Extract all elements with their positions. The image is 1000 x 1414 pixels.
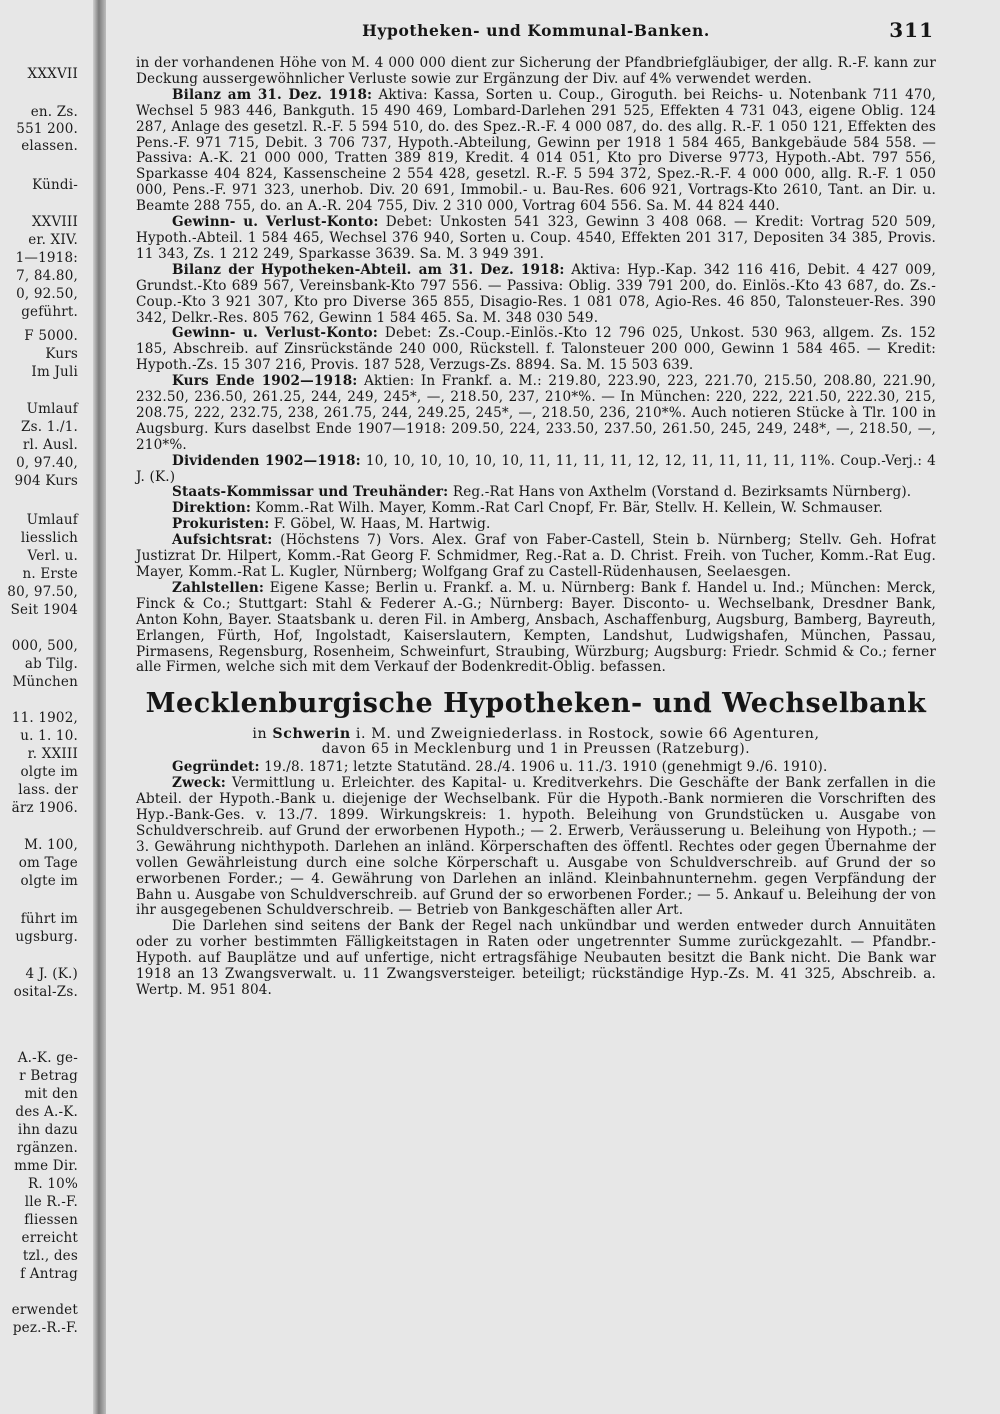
left-page-fragment-line: u. 1. 10.: [20, 728, 78, 744]
left-page-fragment-line: elassen.: [21, 138, 78, 154]
location-city: Schwerin: [272, 726, 351, 743]
dividenden-label: Dividenden 1902—1918:: [172, 452, 361, 469]
bilanz-hypo-label: Bilanz der Hypotheken-Abteil. am 31. Dez. 1918:: [172, 261, 565, 278]
direktion-paragraph: [136, 501, 936, 517]
left-page-fragment-line: lle R.-F.: [24, 1194, 78, 1210]
left-page-fragment-line: Umlauf: [26, 401, 78, 417]
zweck-label: Zweck:: [172, 775, 226, 792]
left-page-fragment-line: XXXVII: [27, 66, 78, 82]
left-page-fragment-line: r Betrag: [19, 1068, 78, 1084]
left-page-fragment-line: des A.-K.: [15, 1104, 78, 1120]
left-page-fragment-line: erreicht: [21, 1230, 78, 1246]
aufsichtsrat-label: Aufsichtsrat:: [172, 532, 273, 549]
left-page-fragment-line: Im Juli: [31, 364, 78, 380]
zahlstellen-paragraph: [136, 581, 936, 676]
location-prefix: in: [252, 726, 268, 743]
left-page-fragment-line: 80, 97.50,: [7, 584, 78, 600]
aufsichtsrat-paragraph: [136, 533, 936, 581]
left-page-fragment-line: Kündi-: [32, 177, 78, 193]
left-page-fragment: [0, 0, 92, 1414]
zweck-text: Vermittlung u. Erleichter. des Kapital- u. Kreditverkehrs. Die Geschäfte der Bank zerfallen in die Abteil. der Hypoth.-Bank u. diejenige der Wechselbank. Für die Hypoth.-Bank normieren die Vorschriften des Hyp.-Bank-Ges. v. 13./7. 1899. Wirkungskreis: 1. hypoth. Beleihung von Grundstücken u. Ausgabe von Schuldverschreib. auf Grund der erworbenen Hypoth.; — 2. Erwerb, Veräusserung u. Beleihung von Hypoth.; — 3. Gewährung nichthypoth. Darlehen an inländ. Körperschaften des öffentl. Rechtes oder gegen Übernahme der vollen Gewährleistung durch eine solche Körperschaft u. Ausgabe von Schuldverschreib. auf Grund der so erworbenen Forder.; — 4. Gewährung von Darlehen an inländ. Kleinbahnunternehm. gegen Verpfändung der Bahn u. Ausgabe von Schuldverschreib. auf Grund der so erworbenen Forder.; — 5. Ankauf u. Beleihung der von ihr ausgegebenen Schuldverschreib. — Betrieb von Bankgeschäften aller Art.: [136, 775, 936, 919]
left-page-fragment-line: 1—1918:: [15, 250, 78, 266]
left-page-fragment-line: lass. der: [18, 782, 78, 798]
guv2-label: Gewinn- u. Verlust-Konto:: [172, 325, 378, 342]
staats-paragraph: [136, 485, 936, 501]
kurs-paragraph: [136, 374, 936, 454]
running-title: Hypotheken- und Kommunal-Banken.: [362, 21, 710, 40]
section-mecklenburgische-bank: [136, 688, 936, 999]
prokuristen-label: Prokuristen:: [172, 516, 270, 533]
left-page-fragment-line: ärz 1906.: [11, 800, 78, 816]
section-bayerische-bank: [136, 56, 936, 676]
darlehen-paragraph: Die Darlehen sind seitens der Bank der Regel nach unkündbar und werden entweder durch Annuitäten oder zu vorher bestimmten Fälligkeitstagen in Raten oder ungetrennter Summe zurückgezahlt. — Pfandbr.-Hypoth. auf Bauplätze und auf unfertige, nicht ertragsfähige Neubauten besitzt die Bank nicht. Die Bank war 1918 an 13 Zwangsverwalt. u. 11 Zwangsversteiger. beteiligt; rückständige Hyp.-Zs. M. 41 325, Abschreib. a. Wertp. M. 951 804.: [136, 918, 936, 998]
left-page-fragment-line: führt im: [20, 911, 78, 927]
gegruendet-text: 19./8. 1871; letzte Statutänd. 28./4. 1906 u. 11./3. 1910 (genehmigt 9./6. 1910).: [264, 759, 828, 776]
left-page-fragment-line: mit den: [24, 1086, 78, 1102]
left-page-fragment-line: r. XXIII: [27, 746, 78, 762]
kurs-text: Aktien: In Frankf. a. M.: 219.80, 223.90, 223, 221.70, 215.50, 208.80, 221.90, 232.50, 236.50, 261.25, 244, 249, 245*, —, 218.50, 237, 210*%. — In München: 220, 222, 221.50, 222.30, 215, 208.75, 222, 232.75, 238, 261.75, 244, 249.25, 245*, —, 218.50, 236, 210*%. Auch notieren Stücke à Tlr. 100 in Augsburg. Kurs daselbst Ende 1907—1918: 209.50, 224, 233.50, 237.50, 261.50, 245, 249, 248*, —, 218.50, —, 210*%.: [136, 373, 936, 453]
left-page-fragment-line: Kurs: [45, 346, 78, 362]
left-page-fragment-line: 4 J. (K.): [25, 966, 78, 982]
left-page-fragment-line: München: [12, 674, 78, 690]
bank-title: Mecklenburgische Hypotheken- und Wechselbank: [145, 688, 927, 720]
left-page-fragment-line: rgänzen.: [16, 1140, 78, 1156]
left-page-fragment-line: er. XIV.: [28, 232, 78, 248]
left-page-fragment-line: Zs. 1./1.: [21, 419, 78, 435]
left-page-fragment-line: Umlauf: [26, 512, 78, 528]
left-page-fragment-line: 904 Kurs: [14, 473, 78, 489]
main-column: [136, 18, 936, 999]
left-page-fragment-line: F 5000.: [24, 328, 78, 344]
direktion-label: Direktion:: [172, 500, 252, 517]
aufsichtsrat-text: (Höchstens 7) Vors. Alex. Graf von Faber-Castell, Stein b. Nürnberg; Stellv. Geh. Hofrat Justizrat Dr. Hilpert, Komm.-Rat Georg F. Schmidmer, Reg.-Rat a. D. Christ. Freih. von Tucher, Komm.-Rat Eug. Mayer, Komm.-Rat L. Kugler, Nürnberg; Wolfgang Graf zu Castell-Rüdenhausen, Seelaesgen.: [136, 532, 936, 580]
left-page-fragment-line: ihn dazu: [17, 1122, 78, 1138]
left-page-fragment-line: f Antrag: [20, 1266, 78, 1282]
kurs-label: Kurs Ende 1902—1918:: [172, 373, 358, 390]
left-page-fragment-line: tzl., des: [22, 1248, 78, 1264]
zweck-paragraph: [136, 776, 936, 919]
bilanz-text: Aktiva: Kassa, Sorten u. Coup., Giroguth. bei Reichs- u. Notenbank 711 470, Wechsel 5 983 446, Bankguth. 15 490 469, Lombard-Darlehen 291 525, Effekten 4 731 043, eigene Oblig. 124 287, Anlage des gesetzl. R.-F. 5 594 510, do. des Spez.-R.-F. 4 000 087, do. des allg. R.-F. 1 050 121, Effekten des Pens.-F. 971 715, Debit. 3 706 737, Hypoth.-Abteilung, Gewinn per 1918 1 584 465, Bankgebäude 584 558. — Passiva: A.-K. 21 000 000, Tratten 389 819, Kredit. 4 014 051, Kto pro Diverse 9773, Hypoth.-Abt. 797 556, Sparkasse 404 824, Kassenscheine 2 554 428, gesetzl. R.-F. 5 594 372, Spez.-R.-F. 4 000 000, allg. R.-F. 1 050 000, Pens.-F. 971 323, unerhob. Div. 20 691, Immobil.- u. Bau-Res. 606 921, Vortrags-Kto 2610, Tant. an Dir. u. Beamte 288 755, do. an A.-R. 204 755, Div. 2 310 000, Vortrag 604 556. Sa. M. 44 824 440.: [136, 86, 937, 215]
intro-paragraph: in der vorhandenen Höhe von M. 4 000 000 dient zur Sicherung der Pfandbriefgläubiger, der allg. R.-F. kann zur Deckung aussergewöhnlicher Verluste sowie zur Ergänzung der Div. auf 4% verwendet werden.: [136, 55, 936, 87]
bank-body: [136, 760, 936, 999]
left-page-fragment-line: erwendet: [11, 1302, 78, 1318]
dividenden-paragraph: [136, 454, 936, 486]
bilanz-paragraph: [136, 88, 936, 215]
left-page-fragment-line: M. 100,: [24, 837, 78, 853]
left-page-fragment-line: liesslich: [20, 530, 78, 546]
left-page-fragment-line: 0, 92.50,: [16, 286, 78, 302]
left-page-fragment-line: XXVIII: [31, 214, 78, 230]
bilanz-hypo-paragraph: [136, 263, 936, 327]
left-page-fragment-line: ab Tilg.: [24, 656, 78, 672]
left-page-fragment-line: osital-Zs.: [13, 984, 78, 1000]
left-page-fragment-line: pez.-R.-F.: [12, 1320, 78, 1336]
left-page-fragment-line: ugsburg.: [15, 929, 78, 945]
left-page-fragment-line: A.-K. ge-: [17, 1050, 78, 1066]
left-page-fragment-line: 000, 500,: [11, 638, 78, 654]
left-page-fragment-line: n. Erste: [22, 566, 78, 582]
prokuristen-text: F. Göbel, W. Haas, M. Hartwig.: [273, 516, 491, 533]
guv2-text: Debet: Zs.-Coup.-Einlös.-Kto 12 796 025, Unkost. 530 963, allgem. Zs. 152 185, Abschreib. auf Zinsrückstände 240 000, Rückstell. f. Talonsteuer 200 000, Gewinn 1 584 465. — Kredit: Hypoth.-Zs. 15 307 216, Provis. 187 528, Verzugs-Zs. 8894. Sa. M. 15 503 639.: [136, 325, 936, 374]
left-page-fragment-line: 551 200.: [16, 121, 78, 137]
zahlstellen-text: Eigene Kasse; Berlin u. Frankf. a. M. u. Nürnberg: Bank f. Handel u. Ind.; München: Merck, Finck & Co.; Stuttgart: Stahl & Federer A.-G.; Nürnberg: Bayer. Disconto- u. Wechselbank, Dresdner Bank, Anton Kohn, Bayer. Staatsbank u. deren Fil. in Amberg, Ansbach, Aschaffenburg, Augsburg, Bamberg, Bayreuth, Erlangen, Fürth, Hof, Ingolstadt, Kaiserslautern, Kempten, Landshut, Ludwigshafen, München, Passau, Pirmasens, Regensburg, Rosenheim, Schweinfurt, Straubing, Würzburg; Augsburg: Friedr. Schmid & Co.; ferner alle Firmen, welche sich mit dem Verkauf der Bodenkredit-Oblig. befassen.: [136, 579, 936, 676]
left-page-fragment-line: 7, 84.80,: [16, 268, 78, 284]
left-page-fragment-line: Seit 1904: [10, 602, 78, 618]
dividenden-text: 10, 10, 10, 10, 10, 10, 11, 11, 11, 11, 12, 12, 11, 11, 11, 11, 11%. Coup.-Verj.: 4 J. (K.): [136, 452, 936, 485]
guv1-paragraph: [136, 215, 936, 263]
gegruendet-label: Gegründet:: [172, 759, 260, 776]
gegruendet-paragraph: [136, 760, 936, 776]
guv1-label: Gewinn- u. Verlust-Konto:: [172, 214, 379, 231]
staats-label: Staats-Kommissar und Treuhänder:: [172, 484, 449, 501]
zahlstellen-label: Zahlstellen:: [172, 579, 265, 596]
left-page-fragment-line: R. 10%: [28, 1176, 78, 1192]
page-gutter: [93, 0, 106, 1414]
left-page-fragment-line: geführt.: [21, 304, 78, 320]
page-number: 311: [889, 18, 934, 42]
left-page-fragment-line: om Tage: [18, 855, 78, 871]
left-page-fragment-line: rl. Ausl.: [22, 437, 78, 453]
left-page-fragment-line: 0, 97.40,: [16, 455, 78, 471]
prokuristen-paragraph: [136, 517, 936, 533]
staats-text: Reg.-Rat Hans von Axthelm (Vorstand d. Bezirksamts Nürnberg).: [452, 484, 912, 501]
bank-agencies-line: davon 65 in Mecklenburg und 1 in Preussen (Ratzeburg).: [321, 741, 751, 758]
direktion-text: Komm.-Rat Wilh. Mayer, Komm.-Rat Carl Cnopf, Fr. Bär, Stellv. H. Kellein, W. Schmauser.: [255, 500, 883, 517]
bank-location-line: [136, 726, 936, 742]
left-page-fragment-line: olgte im: [20, 764, 78, 780]
left-page-fragment-line: 11. 1902,: [11, 710, 78, 726]
location-rest: i. M. und Zweigniederlass. in Rostock, sowie 66 Agenturen,: [355, 726, 820, 743]
left-page-fragment-line: mme Dir.: [14, 1158, 78, 1174]
left-page-fragment-line: Verl. u.: [27, 548, 78, 564]
left-page-fragment-line: fliessen: [24, 1212, 78, 1228]
running-head: [136, 18, 936, 48]
bilanz-hypo-text: Aktiva: Hyp.-Kap. 342 116 416, Debit. 4 427 009, Grundst.-Kto 689 567, Vereinsbank-Kto 797 556. — Passiva: Oblig. 339 791 200, do. Einlös.-Kto 43 687, do. Zs.-Coup.-Kto 3 921 307, Kto pro Diverse 365 855, Disagio-Res. 1 081 078, Agio-Res. 46 850, Talonsteuer-Res. 390 342, Delkr.-Res. 805 762, Gewinn 1 584 465. Sa. M. 348 030 549.: [136, 261, 936, 326]
left-page-fragment-line: en. Zs.: [30, 104, 78, 120]
guv1-text: Debet: Unkosten 541 323, Gewinn 3 408 068. — Kredit: Vortrag 520 509, Hypoth.-Abteil. 1 584 465, Wechsel 376 940, Sorten u. Coup. 4540, Effekten 201 317, Depositen 34 385, Provis. 11 343, Zs. 1 212 249, Sparkasse 3639. Sa. M. 3 949 391.: [136, 214, 936, 262]
guv2-paragraph: [136, 326, 936, 374]
bilanz-label: Bilanz am 31. Dez. 1918:: [172, 86, 373, 103]
left-page-fragment-line: olgte im: [20, 873, 78, 889]
